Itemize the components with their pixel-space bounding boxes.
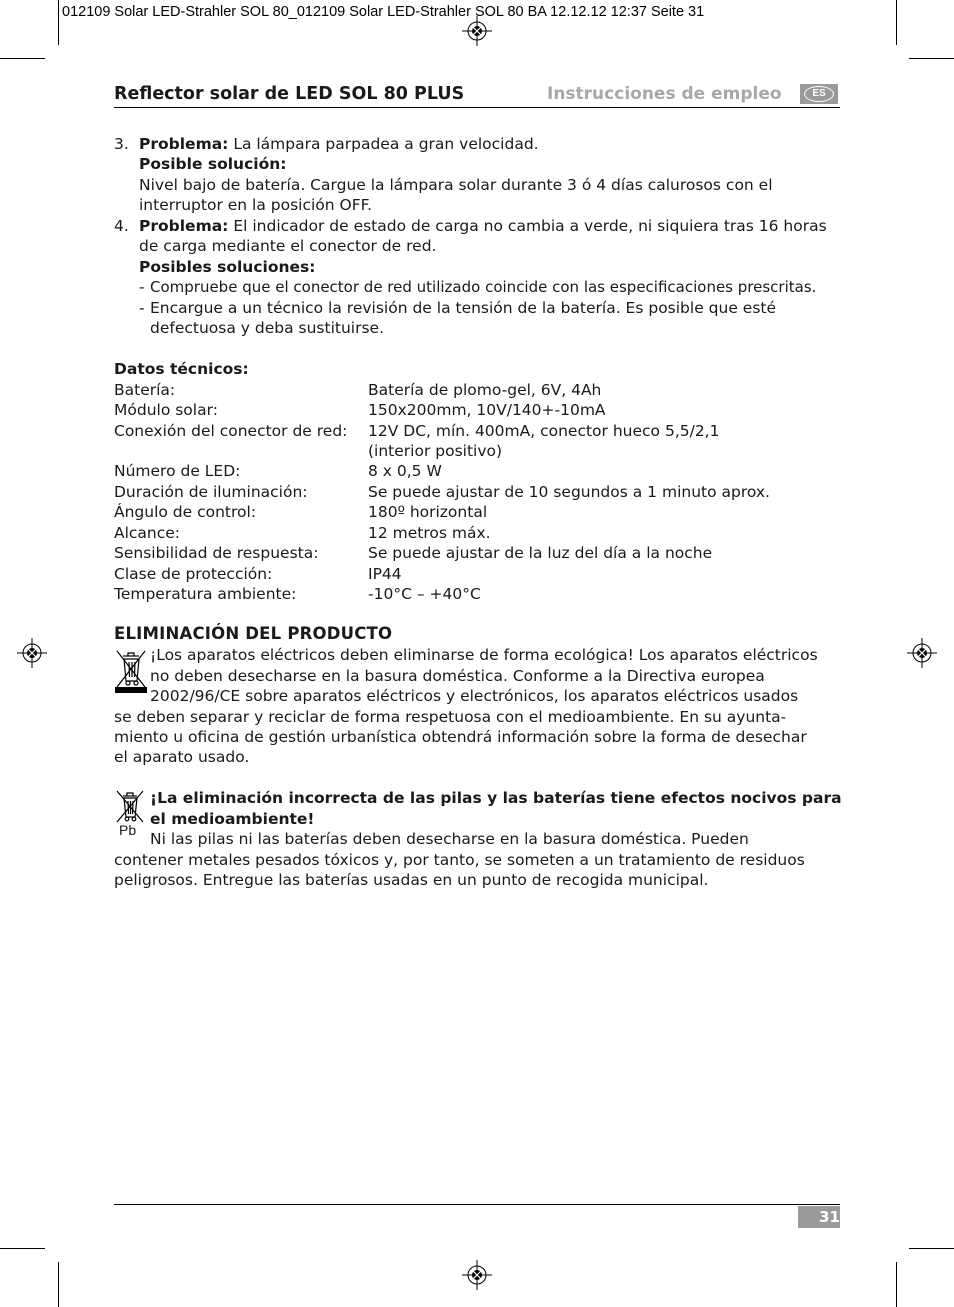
spec-label: Conexión del conector de red: <box>114 422 348 440</box>
problem-label: Problema: <box>139 135 229 153</box>
disposal-text: se deben separar y reciclar de forma respetuosa con el medioambiente. En su ayunta- <box>114 708 787 726</box>
spec-label: Duración de iluminación: <box>114 483 308 501</box>
spec-label: Sensibilidad de respuesta: <box>114 544 319 562</box>
spec-value: 180º horizontal <box>368 503 488 521</box>
problem-text: La lámpara parpadea a gran velocidad. <box>228 135 539 153</box>
spec-value: 150x200mm, 10V/140+-10mA <box>368 401 606 419</box>
spec-value: Se puede ajustar de 10 segundos a 1 minuto aprox. <box>368 483 770 501</box>
crossed-out-wheelie-bin-icon <box>114 647 148 695</box>
list-number: 3. <box>114 135 129 153</box>
solution-label: Posible solución: <box>139 155 287 173</box>
language-badge <box>800 84 838 104</box>
page-number-badge <box>798 1206 840 1228</box>
registration-mark-icon <box>462 1260 492 1290</box>
spec-value: Se puede ajustar de la luz del día a la noche <box>368 544 713 562</box>
spec-label: Temperatura ambiente: <box>114 585 297 603</box>
spec-value: -10°C – +40°C <box>368 585 481 603</box>
bullet-text: Encargue a un técnico la revisión de la tensión de la batería. Es posible que esté <box>150 299 777 317</box>
list-number: 4. <box>114 217 129 235</box>
warning-text: ¡La eliminación incorrecta de las pilas y las baterías tiene efectos nocivos para <box>150 789 842 807</box>
crop-mark <box>909 58 954 59</box>
solution-text: interruptor en la posición OFF. <box>139 196 372 214</box>
spec-value: 12 metros máx. <box>368 524 491 542</box>
spec-label: Clase de protección: <box>114 565 273 583</box>
battery-icon-label: Pb <box>119 822 137 838</box>
bullet-text: Compruebe que el conector de red utilizado coincide con las especificaciones prescritas. <box>150 278 817 296</box>
crop-mark <box>909 1248 954 1249</box>
language-code: ES <box>804 86 834 102</box>
disposal-text: no deben desecharse en la basura doméstica. Conforme a la Directiva europea <box>150 667 765 685</box>
disposal-text: 2002/96/CE sobre aparatos eléctricos y electrónicos, los aparatos eléctricos usados <box>150 687 799 705</box>
page-title: Reflector solar de LED SOL 80 PLUS <box>114 84 465 104</box>
battery-text: peligrosos. Entregue las baterías usadas en un punto de recogida municipal. <box>114 871 709 889</box>
disposal-text: el aparato usado. <box>114 748 250 766</box>
problem-text: de carga mediante el conector de red. <box>139 237 437 255</box>
bullet-text: defectuosa y deba sustituirse. <box>150 319 384 337</box>
problem-item <box>139 134 539 154</box>
crop-mark <box>896 0 897 45</box>
specs-heading: Datos técnicos: <box>114 360 249 378</box>
spec-value: Batería de plomo-gel, 6V, 4Ah <box>368 381 602 399</box>
crop-mark <box>896 1262 897 1307</box>
bullet-dash: - <box>139 299 145 317</box>
spec-value: 12V DC, mín. 400mA, conector hueco 5,5/2,1 <box>368 422 720 440</box>
header-rule <box>114 107 840 108</box>
registration-mark-icon <box>17 638 47 668</box>
spec-value: (interior positivo) <box>368 442 503 460</box>
problem-text: El indicador de estado de carga no cambia a verde, ni siquiera tras 16 horas <box>228 217 827 235</box>
registration-mark-icon <box>907 638 937 668</box>
solution-text: Nivel bajo de batería. Cargue la lámpara solar durante 3 ó 4 días calurosos con el <box>139 176 773 194</box>
crop-mark <box>58 0 59 45</box>
battery-text: Ni las pilas ni las baterías deben desecharse en la basura doméstica. Pueden <box>150 830 749 848</box>
crossed-out-bin-battery-icon <box>114 789 146 825</box>
section-subtitle: Instrucciones de empleo <box>547 84 782 104</box>
disposal-heading: ELIMINACIÓN DEL PRODUCTO <box>114 624 393 643</box>
print-slug: 012109 Solar LED-Strahler SOL 80_012109 Solar LED-Strahler SOL 80 BA 12.12.12 12:37 Seite 31 <box>62 4 705 20</box>
spec-label: Módulo solar: <box>114 401 218 419</box>
solution-label: Posibles soluciones: <box>139 258 316 276</box>
footer-rule <box>114 1204 840 1205</box>
bullet-dash: - <box>139 278 145 296</box>
problem-item <box>139 216 827 236</box>
disposal-text: miento u oficina de gestión urbanística obtendrá información sobre la forma de desechar <box>114 728 807 746</box>
spec-label: Número de LED: <box>114 462 241 480</box>
spec-value: 8 x 0,5 W <box>368 462 442 480</box>
crop-mark <box>58 1262 59 1307</box>
warning-text: el medioambiente! <box>150 810 315 828</box>
battery-text: contener metales pesados tóxicos y, por tanto, se someten a un tratamiento de residuos <box>114 851 805 869</box>
registration-mark-icon <box>462 16 492 46</box>
spec-label: Batería: <box>114 381 176 399</box>
disposal-text: ¡Los aparatos eléctricos deben eliminarse de forma ecológica! Los aparatos eléctricos <box>150 646 818 664</box>
spec-label: Ángulo de control: <box>114 503 257 521</box>
problem-label: Problema: <box>139 217 229 235</box>
spec-label: Alcance: <box>114 524 181 542</box>
spec-value: IP44 <box>368 565 402 583</box>
crop-mark <box>0 58 45 59</box>
crop-mark <box>0 1248 45 1249</box>
page-number: 31 <box>819 1208 840 1226</box>
